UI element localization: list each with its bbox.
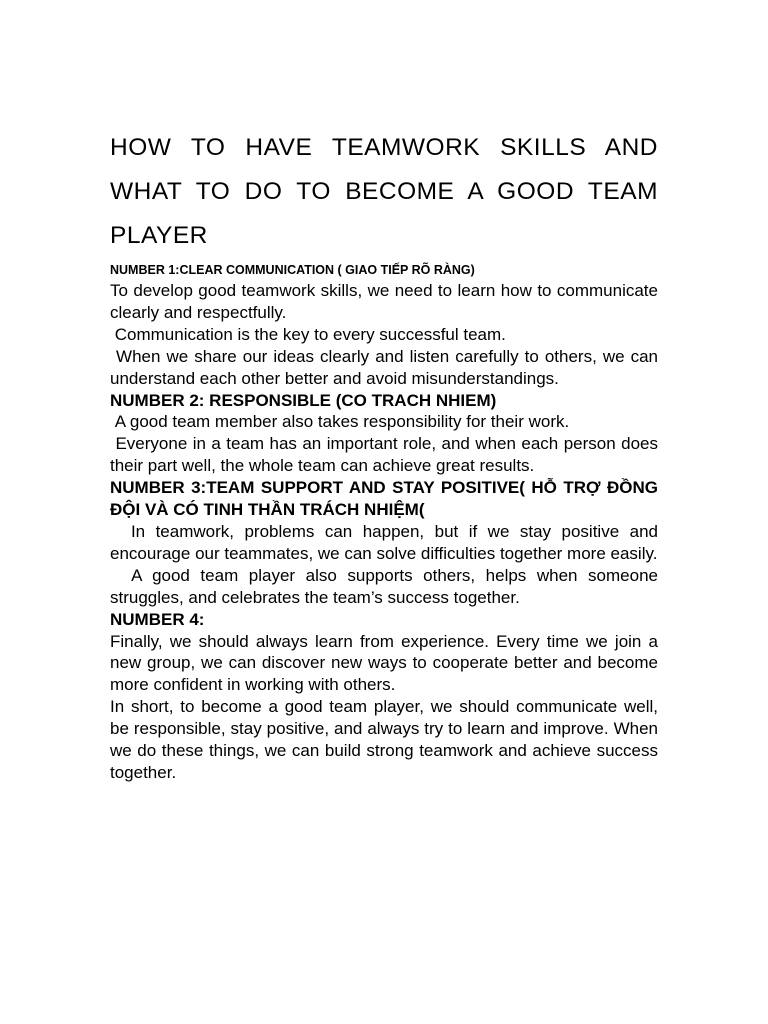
section-3-paragraph-2: A good team player also supports others, helps when someone struggles, and celebrates the team’s success together.	[110, 565, 663, 607]
section-4-paragraph-1: Finally, we should always learn from experience. Every time we join a new group, we can discover new ways to cooperate better and become more confident in working with others.	[110, 631, 658, 695]
document-page	[110, 126, 663, 784]
section-4-paragraph-2: In short, to become a good team player, we should communicate well, be responsible, stay positive, and always try to learn and improve. When we do these things, we can build strong teamwork and achieve success together.	[110, 697, 658, 782]
section-1-heading: NUMBER 1:CLEAR COMMUNICATION ( GIAO TIẾP RÕ RÀNG)	[110, 263, 475, 277]
section-3-paragraph-1: In teamwork, problems can happen, but if we stay positive and encourage our teammates, we can solve difficulties together more easily.	[110, 521, 663, 563]
section-1-paragraph-2: Communication is the key to every successful team.	[110, 324, 506, 344]
section-2-heading: NUMBER 2: RESPONSIBLE (CO TRACH NHIEM)	[110, 390, 497, 410]
section-3-heading: NUMBER 3:TEAM SUPPORT AND STAY POSITIVE( HỖ TRỢ ĐỒNG ĐỘI VÀ CÓ TINH THẦN TRÁCH NHIỆM(	[110, 478, 658, 520]
section-1-paragraph-3: When we share our ideas clearly and listen carefully to others, we can understand each other better and avoid misunderstandings.	[110, 346, 663, 388]
document-body	[110, 280, 663, 784]
section-2-paragraph-1: A good team member also takes responsibility for their work.	[110, 412, 570, 432]
section-1-paragraph-1: To develop good teamwork skills, we need to learn how to communicate clearly and respectfully.	[110, 281, 658, 322]
document-title: HOW TO HAVE TEAMWORK SKILLS AND WHAT TO DO TO BECOME A GOOD TEAM PLAYER	[110, 134, 658, 249]
section-4-heading: NUMBER 4:	[110, 609, 205, 629]
section-2-paragraph-2: Everyone in a team has an important role, and when each person does their part well, the whole team can achieve great results.	[110, 434, 663, 476]
